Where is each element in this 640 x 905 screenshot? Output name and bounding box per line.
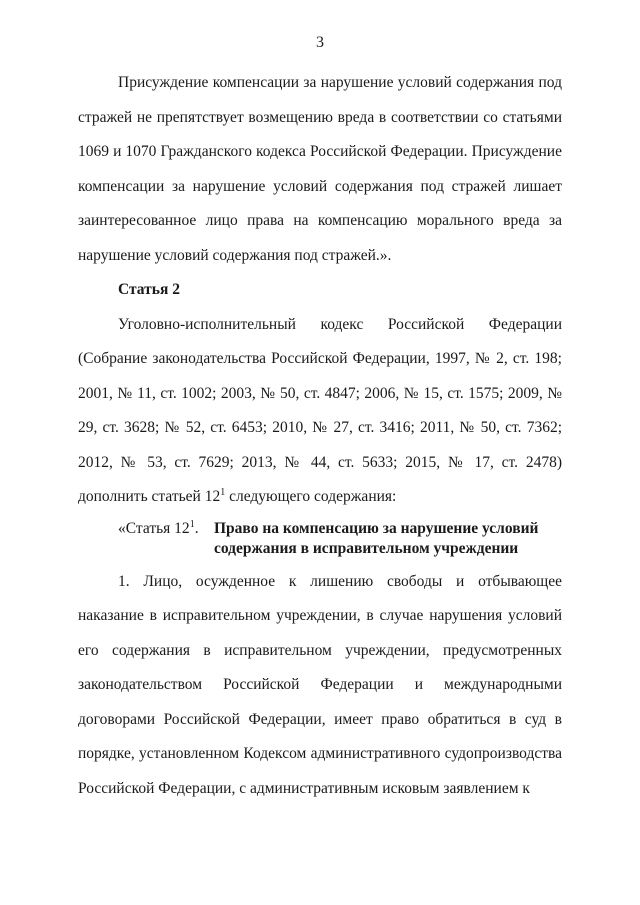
new-article-label — [118, 519, 214, 559]
article-2-text — [78, 308, 562, 515]
new-article-title-line-2: содержания в исправительном учреждении — [214, 539, 519, 557]
new-article-label-prefix: «Статья 12 — [118, 519, 190, 537]
document-body — [78, 66, 562, 806]
page-number: 3 — [316, 34, 324, 51]
new-article-title-line-1: Право на компенсацию за нарушение условий — [214, 519, 539, 537]
paragraph-1: 1. Лицо, осужденное к лишению свободы и отбывающее наказание в исправительном учреждении, в случае нарушения условий его содержания в исправительном учреждении, предусмотренных законодательством Российской Федерации и международными договорами Российской Федерации, имеет право обратиться в суд в порядке, установленном Кодексом административного судопроизводства Российской Федерации, с административным исковым заявлением к — [78, 572, 562, 797]
article-2-text-main: Уголовно-исполнительный кодекс Российской Федерации (Собрание законодательства Российской Федерации, 1997, № 2, ст. 198; 2001, № 11, ст. 1002; 2003, № 50, ст. 4847; 2006, № 15, ст. 1575; 2009, № 29, ст. 3628; № 52, ст. 6453; 2010, № 27, ст. 3416; 2011, № 50, ст. 7362; 2012, № 53, ст. 7629; 2013, № 44, ст. 5633; 2015, № 17, ст. 2478) дополнить статьей 12 — [78, 315, 562, 505]
article-2-text-end: следующего содержания: — [225, 488, 397, 505]
new-article-title — [214, 519, 538, 559]
new-article-header — [118, 519, 562, 559]
new-article-label-suffix: . — [194, 519, 199, 537]
article-2-heading: Статья 2 — [118, 281, 180, 298]
paragraph-compensation: Присуждение компенсации за нарушение условий содержания под стражей не препятствует возмещению вреда в соответствии со статьями 1069 и 1070 Гражданского кодекса Российской Федерации. Присуждение компенсации за нарушение условий содержания под стражей лишает заинтересованное лицо права на компенсацию морального вреда за нарушение условий содержания под стражей.». — [78, 74, 562, 264]
article-2-superscript: 1 — [220, 486, 226, 498]
new-article-label-superscript: 1 — [189, 518, 195, 530]
